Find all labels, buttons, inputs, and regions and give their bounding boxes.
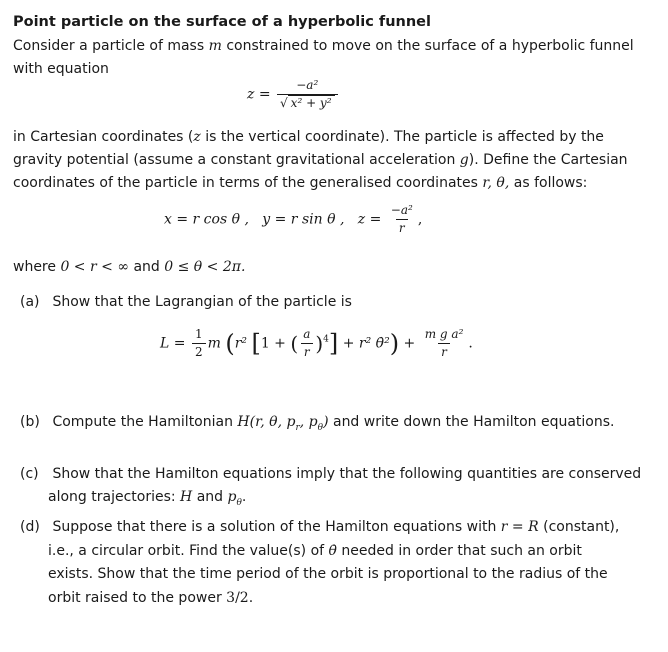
- part-d-line-2: [48, 540, 582, 563]
- r-equals-R: r = R: [500, 519, 539, 535]
- eq2-y: y = r sin θ ,: [262, 211, 345, 228]
- equation-lagrangian: [160, 327, 473, 360]
- lagr-bracket-close: ]: [328, 329, 339, 358]
- lagr-L: L =: [160, 335, 186, 352]
- lagr-inner-close: ): [315, 331, 324, 356]
- eq2-numerator: −a²: [390, 203, 413, 217]
- ham-math-1: H(r, θ, p: [237, 414, 296, 430]
- part-a-text: Show that the Lagrangian of the particle is: [52, 294, 352, 310]
- part-c-and: and: [196, 489, 224, 505]
- part-b-text-2: and write down the Hamilton equations.: [332, 414, 615, 430]
- para2-text-c: gravity potential (assume a constant gravitational acceleration: [13, 152, 456, 168]
- part-d-label: (d): [20, 519, 40, 535]
- lagr-plus: +: [403, 335, 416, 352]
- theta-dot: θ̇: [328, 543, 337, 559]
- eq1-denominator: √ x² + y²: [277, 94, 338, 111]
- lagr-half-num: 1: [194, 327, 203, 341]
- eq2-z: z =: [357, 211, 382, 228]
- part-d-text-4: orbit raised to the power: [48, 590, 222, 606]
- part-d-text-2b: needed in order that such an orbit: [341, 543, 582, 559]
- part-a: [20, 291, 660, 314]
- mass-symbol: m: [208, 38, 222, 54]
- part-a-label: (a): [20, 294, 40, 310]
- lagr-pow4: 4: [323, 334, 329, 345]
- ham-sub-r: r: [295, 422, 300, 433]
- power-3-2: 3/2: [226, 590, 249, 606]
- where-cond-1: 0 < r < ∞: [60, 259, 129, 275]
- eq1-radicand: x² + y²: [288, 95, 335, 110]
- lagr-potential: [422, 327, 467, 360]
- where-text: where: [13, 259, 56, 275]
- part-d: [20, 516, 660, 539]
- where-line: [13, 256, 653, 278]
- para2-text-d: ). Define the Cartesian: [468, 152, 628, 168]
- lagr-m: m: [207, 335, 221, 352]
- eq2-fraction: [388, 203, 416, 236]
- where-and: and: [133, 259, 160, 275]
- part-c-text-2: along trajectories:: [48, 489, 176, 505]
- g-symbol: g: [459, 152, 469, 168]
- part-d-period: .: [248, 590, 254, 606]
- lagr-mga: m g a²: [424, 327, 464, 341]
- lagr-one: 1 +: [260, 335, 286, 352]
- part-c-line-2: [48, 486, 246, 515]
- p-sub-theta: θ: [236, 497, 242, 508]
- para2-text: in Cartesian coordinates (: [13, 129, 194, 145]
- coords-symbol: r, θ,: [482, 175, 510, 191]
- eq1-numerator: −a²: [296, 78, 319, 92]
- intro-text: Consider a particle of mass: [13, 38, 205, 54]
- intro-text-b: constrained to move on the surface of a hyperbolic funnel: [226, 38, 634, 54]
- part-d-line-4: [48, 587, 253, 610]
- ham-math-3: ): [323, 414, 329, 430]
- eq2-denominator: r: [396, 219, 408, 236]
- eq2-x: x = r cos θ ,: [164, 211, 249, 228]
- lagr-bracket-open: [: [251, 329, 261, 358]
- equation-funnel: [247, 78, 340, 111]
- conserved-H: H: [180, 489, 193, 505]
- intro-line-1: [13, 35, 653, 57]
- ham-sub-theta: θ: [317, 422, 324, 433]
- lagr-paren-open: (: [225, 329, 235, 358]
- part-d-line-3: exists. Show that the time period of the orbit is proportional to the radius of the: [48, 566, 608, 582]
- para2-line-2: [13, 149, 653, 171]
- equation-coordinates: [164, 203, 422, 236]
- lagr-a-over-r: [300, 327, 313, 360]
- part-c-period: .: [241, 489, 247, 505]
- para2-text-e: coordinates of the particle in terms of the generalised coordinates: [13, 175, 478, 191]
- part-d-text-1: Suppose that there is a solution of the Hamilton equations with: [52, 519, 497, 535]
- problem-title: Point particle on the surface of a hyperbolic funnel: [13, 14, 431, 30]
- eq1-lhs: z =: [247, 86, 271, 103]
- hamiltonian-symbol: [237, 414, 329, 433]
- lagr-r2: r²: [234, 335, 247, 352]
- eq2-comma: ,: [417, 211, 423, 228]
- part-d-text-2: i.e., a circular orbit. Find the value(s) of: [48, 543, 325, 559]
- z-symbol: z: [193, 129, 201, 145]
- lagr-rden: r: [438, 343, 450, 360]
- where-cond-2: 0 ≤ θ < 2π.: [164, 259, 246, 275]
- part-b: [20, 411, 660, 440]
- part-b-text: Compute the Hamiltonian: [52, 414, 233, 430]
- para2-text-f: as follows:: [513, 175, 588, 191]
- eq1-fraction: [277, 78, 338, 111]
- lagr-half-den: 2: [192, 343, 206, 360]
- part-d-text-1b: (constant),: [543, 519, 620, 535]
- p-symbol: p: [227, 489, 237, 505]
- part-b-label: (b): [20, 414, 40, 430]
- lagr-inner-open: (: [290, 331, 299, 356]
- lagr-a: a: [303, 327, 311, 341]
- para2-line-3: [13, 172, 653, 194]
- ham-math-2: , p: [299, 414, 318, 430]
- part-c: [20, 463, 660, 486]
- intro-line-2: with equation: [13, 61, 109, 77]
- conserved-p-theta: [227, 489, 242, 508]
- part-c-text: Show that the Hamilton equations imply that the following quantities are conserved: [52, 466, 642, 482]
- para2-line-1: [13, 126, 653, 148]
- lagr-paren-close: ): [389, 329, 400, 358]
- part-c-label: (c): [20, 466, 39, 482]
- lagr-half: [192, 327, 206, 360]
- lagr-r: r: [301, 343, 313, 360]
- para2-text-b: is the vertical coordinate). The particle is affected by the: [205, 129, 604, 145]
- lagr-kinetic-theta: + r² θ̇²: [342, 335, 390, 352]
- lagr-period: .: [468, 335, 473, 352]
